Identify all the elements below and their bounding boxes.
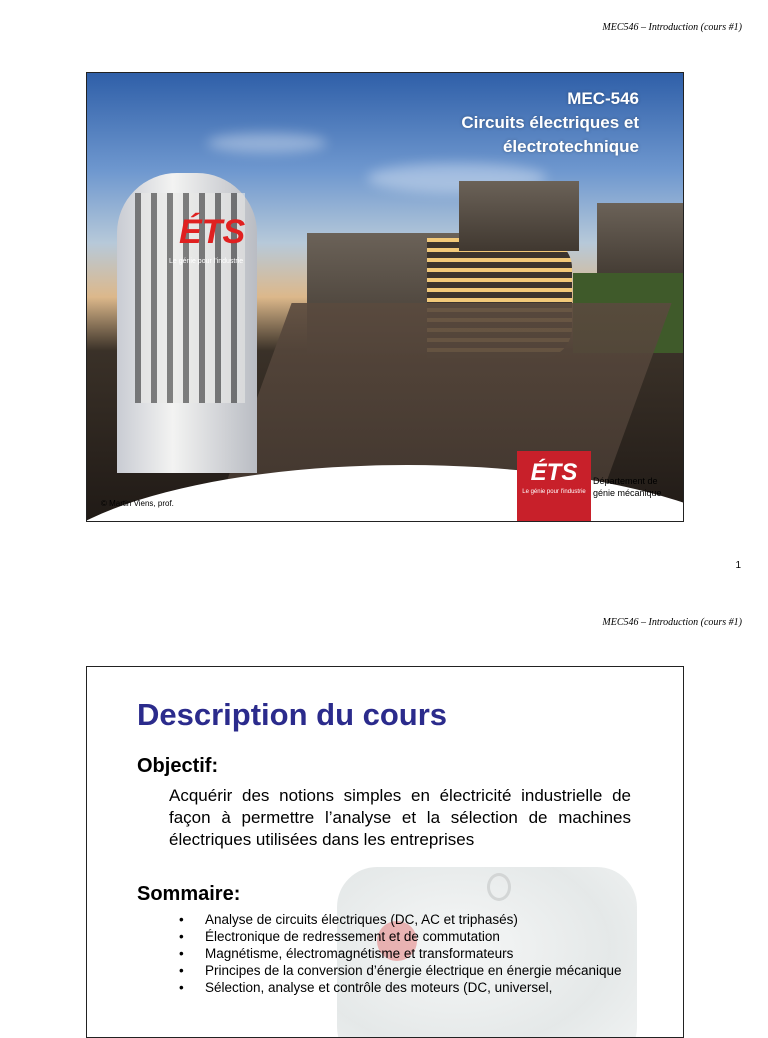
page-number: 1 xyxy=(735,560,741,571)
tower-block xyxy=(459,181,579,251)
logo-subtitle: Le génie pour l'industrie xyxy=(522,489,586,495)
course-title-line2: électrotechnique xyxy=(502,137,639,156)
photo-credit: © Martin Viens, prof. xyxy=(101,499,174,508)
department-line2: génie mécanique xyxy=(593,488,662,498)
tower-sign-subtitle: Le génie pour l'industrie xyxy=(169,258,244,265)
course-code: MEC-546 xyxy=(567,89,639,108)
sommaire-list xyxy=(179,911,631,996)
skyline-building xyxy=(597,203,683,283)
page-header: MEC546 – Introduction (cours #1) xyxy=(602,22,742,33)
objectif-heading: Objectif: xyxy=(137,755,219,777)
objectif-text: Acquérir des notions simples en électricité industrielle de façon à permettre l’analyse et la sélection de machines électriques utilisées dans les entreprises xyxy=(169,786,631,849)
tower-ets-sign: ÉTS xyxy=(179,213,246,251)
list-item: • Magnétisme, électromagnétisme et transformateurs xyxy=(179,945,631,962)
sommaire-heading: Sommaire: xyxy=(137,883,241,905)
ets-logo xyxy=(517,451,591,521)
list-item: • Sélection, analyse et contrôle des moteurs (DC, universel, xyxy=(179,979,631,996)
slide-title xyxy=(461,87,639,159)
list-item: • Analyse de circuits électriques (DC, AC et triphasés) xyxy=(179,911,631,928)
list-item: • Électronique de redressement et de commutation xyxy=(179,928,631,945)
department-label xyxy=(593,475,662,499)
logo-text: ÉTS xyxy=(530,459,578,486)
title-slide xyxy=(86,72,684,522)
motor-lifting-ring xyxy=(487,873,511,901)
description-slide xyxy=(86,666,684,1038)
list-item: • Principes de la conversion d’énergie électrique en énergie mécanique xyxy=(179,962,631,979)
page-header: MEC546 – Introduction (cours #1) xyxy=(602,617,742,628)
course-title-line1: Circuits électriques et xyxy=(461,113,639,132)
cloud xyxy=(207,133,327,153)
department-line1: Département de xyxy=(593,476,658,486)
slide-title: Description du cours xyxy=(137,697,448,732)
